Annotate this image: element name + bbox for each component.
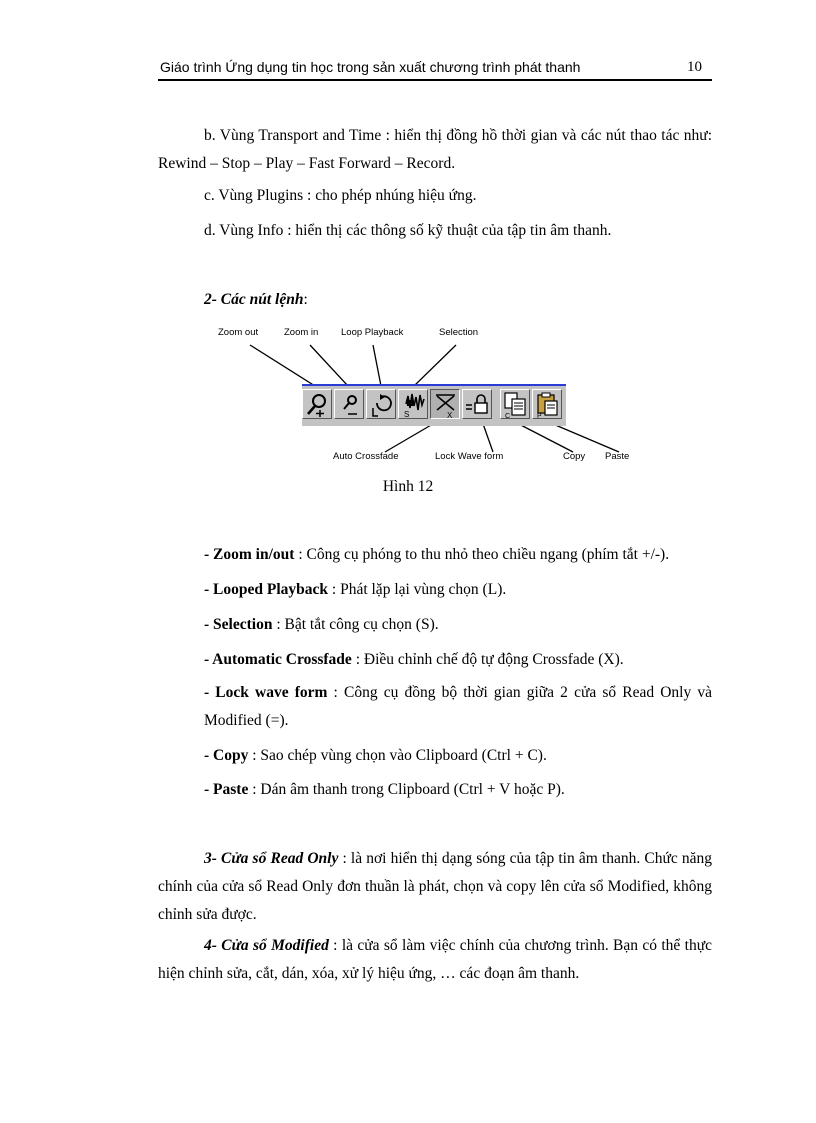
svg-text:X: X (447, 411, 453, 420)
paste-button[interactable] (532, 389, 562, 419)
label-paste: Paste (605, 451, 630, 462)
section-2-title: 2- Các nút lệnh (204, 291, 304, 308)
section-3-paragraph (158, 845, 712, 929)
page-number: 10 (687, 59, 702, 75)
command-desc: : Bật tắt công cụ chọn (S). (272, 616, 439, 633)
command-desc: : Sao chép vùng chọn vào Clipboard (Ctrl + C). (248, 747, 547, 764)
command-crossfade (204, 646, 624, 674)
edit-toolbar (302, 384, 566, 426)
command-desc: : Phát lặp lại vùng chọn (L). (328, 581, 507, 598)
command-term: - Automatic Crossfade (204, 651, 352, 668)
svg-text:P: P (537, 413, 542, 420)
command-desc: : Công cụ đồng bộ thời gian giữa 2 cửa sổ Read Only và Modified (=). (204, 684, 712, 729)
svg-text:C: C (505, 413, 511, 420)
section-3-title: 3- Cửa sổ Read Only (204, 850, 339, 867)
callout-selection (414, 345, 456, 386)
paragraph-transport: b. Vùng Transport and Time : hiển thị đồng hồ thời gian và các nút thao tác như: Rewind – Stop – Play – Fast Forward – Record. (158, 127, 712, 172)
header-title: Giáo trình Ứng dụng tin học trong sản xuất chương trình phát thanh (160, 59, 581, 75)
zoom-in-icon (335, 390, 365, 420)
zoom-out-icon (303, 390, 333, 420)
crossfade-icon (431, 390, 461, 420)
label-selection: Selection (439, 327, 479, 338)
zoom-in-button[interactable] (334, 389, 364, 419)
label-lock-wave-form: Lock Wave form (435, 451, 504, 462)
selection-icon (399, 390, 429, 420)
loop-playback-button[interactable] (366, 389, 396, 419)
command-term: - Paste (204, 781, 249, 798)
command-lock-wave-form (204, 679, 712, 735)
label-copy: Copy (563, 451, 586, 462)
command-term: - Selection (204, 616, 273, 633)
command-selection (204, 611, 439, 639)
command-zoom (204, 541, 669, 569)
paragraph-plugins: c. Vùng Plugins : cho phép nhúng hiệu ứng. (204, 187, 477, 204)
command-desc: : Công cụ phóng to thu nhỏ theo chiều ngang (phím tắt +/-). (294, 546, 670, 563)
callout-zoom-in (310, 345, 348, 386)
command-looped-playback (204, 576, 506, 604)
callout-zoom-out (250, 345, 315, 386)
command-desc: : Dán âm thanh trong Clipboard (Ctrl + V hoặc P). (248, 781, 565, 798)
command-term: - Lock wave form (204, 684, 328, 701)
section-3-text: : là nơi hiển thị dạng sóng của tập tin âm thanh. Chức năng chính của cửa sổ Read Only đơn thuần là phát, chọn và copy lên cửa sổ Modified, không chỉnh sửa được. (158, 850, 712, 923)
command-term: - Copy (204, 747, 249, 764)
section-4-paragraph (158, 932, 712, 988)
command-copy (204, 742, 547, 770)
zoom-out-button[interactable] (302, 389, 332, 419)
callout-loop (373, 345, 381, 386)
label-loop-playback: Loop Playback (341, 327, 404, 338)
section-4-title: 4- Cửa sổ Modified (204, 937, 329, 954)
command-paste (204, 776, 565, 804)
paragraph-info: d. Vùng Info : hiển thị các thông số kỹ thuật của tập tin âm thanh. (204, 222, 612, 239)
lock-icon (463, 390, 493, 420)
label-zoom-out: Zoom out (218, 327, 259, 338)
paste-icon (533, 390, 563, 420)
loop-playback-icon (367, 390, 397, 420)
figure-caption: Hình 12 (382, 478, 434, 495)
auto-crossfade-button[interactable] (430, 389, 460, 419)
svg-text:S: S (404, 410, 410, 419)
lock-wave-form-button[interactable] (462, 389, 492, 419)
section-4-text: : là cửa sổ làm việc chính của chương trình. Bạn có thể thực hiện chỉnh sửa, cắt, dán, xóa, xử lý hiệu ứng, … các đoạn âm thanh. (158, 937, 712, 982)
selection-button[interactable] (398, 389, 428, 419)
copy-icon (501, 390, 531, 420)
label-auto-crossfade: Auto Crossfade (333, 451, 399, 462)
copy-button[interactable] (500, 389, 530, 419)
command-term: - Looped Playback (204, 581, 329, 598)
command-term: - Zoom in/out (204, 546, 295, 563)
label-zoom-in: Zoom in (284, 327, 319, 338)
section-2-colon: : (303, 291, 308, 308)
command-desc: : Điều chỉnh chế độ tự động Crossfade (X). (351, 651, 624, 668)
